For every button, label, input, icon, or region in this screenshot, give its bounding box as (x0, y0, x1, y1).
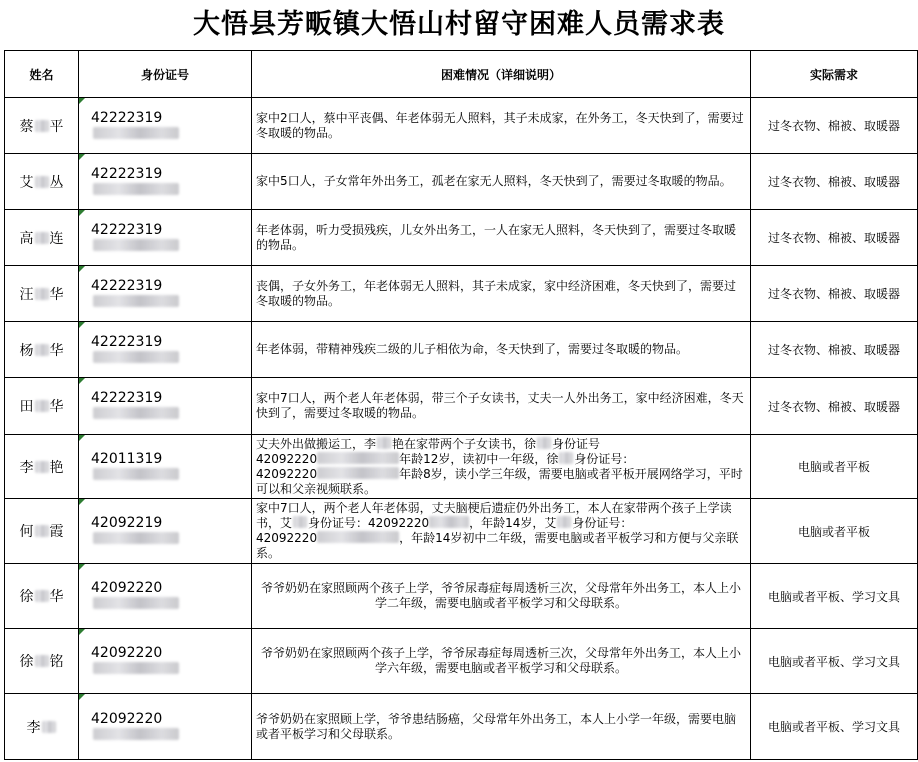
name-cell (5, 378, 79, 435)
redaction-blur (93, 532, 179, 544)
header-row (5, 51, 918, 98)
name-cell (5, 629, 79, 694)
name-first: 汪 (19, 286, 34, 303)
name-first: 徐 (19, 654, 34, 670)
id-cell (79, 154, 252, 210)
redaction-blur (35, 461, 49, 473)
name-last: 华 (49, 342, 64, 359)
name-first: 艾 (19, 174, 34, 191)
name-first: 田 (19, 399, 34, 415)
id-cell (79, 378, 252, 435)
redaction-blur (559, 452, 573, 464)
need-cell: 过冬衣物、棉被、取暖器 (751, 266, 918, 322)
name-cell (5, 322, 79, 378)
situation-cell: 爷爷奶奶在家照顾两个孩子上学，爷爷尿毒症每周透析三次，父母常年外出务工，本人上小学二年级，需要电脑或者平板学习和父母联系。 (252, 564, 751, 629)
redaction-blur (293, 516, 307, 528)
id-prefix: 42222319 (91, 221, 163, 238)
table-row (5, 378, 918, 435)
name-first: 蔡 (19, 118, 34, 135)
id-prefix: 42092220 (91, 645, 163, 661)
need-cell: 过冬衣物、棉被、取暖器 (751, 210, 918, 266)
header-situation: 困难情况（详细说明） (252, 51, 751, 98)
redaction-blur (317, 452, 399, 464)
situation-cell: 爷爷奶奶在家照顾上学，爷爷患结肠癌，父母常年外出务工，本人上小学一年级，需要电脑或者平板学习和父母联系。 (252, 694, 751, 760)
need-cell: 电脑或者平板、学习文具 (751, 629, 918, 694)
table-row (5, 98, 918, 154)
redaction-blur (93, 351, 179, 363)
name-cell (5, 694, 79, 760)
name-cell (5, 564, 79, 629)
redaction-blur (317, 467, 399, 479)
need-cell: 电脑或者平板、学习文具 (751, 564, 918, 629)
header-id: 身份证号 (79, 51, 252, 98)
redaction-blur (35, 232, 49, 244)
header-need: 实际需求 (751, 51, 918, 98)
name-last: 霞 (49, 524, 64, 540)
situation-cell: 丈夫外出做搬运工，李 艳在家带两个子女读书，徐 身份证号 42092220 年龄12岁，读初中一年级，徐 身份证号： 42092220 年龄8岁，读小学三年级，需要电脑或者平板开展网络学习，平时可以和父亲视频联系。 (252, 435, 751, 499)
redaction-blur (35, 400, 49, 412)
id-prefix: 42222319 (91, 165, 163, 182)
redaction-blur (93, 662, 179, 674)
need-cell: 过冬衣物、棉被、取暖器 (751, 154, 918, 210)
need-cell: 过冬衣物、棉被、取暖器 (751, 378, 918, 435)
need-cell: 电脑或者平板 (751, 435, 918, 499)
redaction-blur (93, 597, 179, 609)
situation-cell: 家中7口人，两个老人年老体弱，带三个子女读书，丈夫一人外出务工，家中经济困难，冬天快到了，需要过冬取暖的物品。 (252, 378, 751, 435)
name-first: 李 (19, 459, 34, 476)
table-row (5, 266, 918, 322)
name-last: 铭 (49, 654, 64, 670)
redaction-blur (93, 295, 179, 307)
name-first: 何 (19, 524, 34, 540)
name-first: 徐 (19, 589, 34, 605)
table-row (5, 629, 918, 694)
redaction-blur (35, 344, 49, 356)
redaction-blur (35, 655, 49, 667)
redaction-blur (93, 468, 179, 480)
need-cell: 电脑或者平板 (751, 499, 918, 564)
name-first: 杨 (19, 342, 34, 359)
redaction-blur (93, 239, 179, 251)
id-cell (79, 210, 252, 266)
id-cell (79, 694, 252, 760)
id-cell (79, 322, 252, 378)
name-last: 丛 (49, 174, 64, 191)
table-row (5, 499, 918, 564)
name-last: 华 (49, 589, 64, 605)
redaction-blur (429, 516, 469, 528)
situation-cell: 年老体弱，带精神残疾二级的儿子相依为命，冬天快到了，需要过冬取暖的物品。 (252, 322, 751, 378)
need-cell: 电脑或者平板、学习文具 (751, 694, 918, 760)
redaction-blur (317, 531, 399, 543)
redaction-blur (557, 516, 571, 528)
name-first: 李 (26, 719, 41, 736)
need-cell: 过冬衣物、棉被、取暖器 (751, 322, 918, 378)
id-prefix: 42092220 (91, 710, 163, 727)
id-cell (79, 629, 252, 694)
id-cell (79, 435, 252, 499)
redaction-blur (42, 721, 56, 733)
table-row (5, 154, 918, 210)
need-cell: 过冬衣物、棉被、取暖器 (751, 98, 918, 154)
redaction-blur (377, 437, 391, 449)
id-cell (79, 266, 252, 322)
situation-cell: 爷爷奶奶在家照顾两个孩子上学，爷爷尿毒症每周透析三次，父母常年外出务工，本人上小学六年级，需要电脑或者平板学习和父母联系。 (252, 629, 751, 694)
table-row (5, 435, 918, 499)
name-first: 高 (19, 230, 34, 247)
redaction-blur (35, 120, 49, 132)
name-last: 平 (49, 118, 64, 135)
redaction-blur (35, 176, 49, 188)
redaction-blur (537, 437, 551, 449)
redaction-blur (93, 183, 179, 195)
id-prefix: 42092219 (91, 515, 163, 531)
redaction-blur (93, 127, 179, 139)
name-last: 华 (49, 286, 64, 303)
situation-cell: 家中7口人，两个老人年老体弱，丈夫脑梗后遗症仍外出务工，本人在家带两个孩子上学读书，艾 身份证号：42092220 ，年龄14岁，艾 身份证号： 42092220 ，年龄14岁初中二年级，需要电脑或者平板学习和方便与父亲联系。 (252, 499, 751, 564)
name-cell (5, 499, 79, 564)
table-row (5, 564, 918, 629)
id-prefix: 42222319 (91, 277, 163, 294)
redaction-blur (35, 590, 49, 602)
page-title: 大悟县芳畈镇大悟山村留守困难人员需求表 (193, 9, 725, 40)
name-last: 艳 (49, 459, 64, 476)
id-prefix: 42222319 (91, 333, 163, 350)
table-row (5, 210, 918, 266)
id-prefix: 42011319 (91, 450, 163, 467)
name-cell (5, 98, 79, 154)
redaction-blur (93, 728, 179, 740)
situation-cell: 丧偶，子女外务工，年老体弱无人照料，其子未成家，家中经济困难，冬天快到了，需要过冬取暖的物品。 (252, 266, 751, 322)
name-last: 连 (49, 230, 64, 247)
id-prefix: 42222319 (91, 109, 163, 126)
situation-cell: 家中2口人，蔡中平丧偶、年老体弱无人照料，其子未成家，在外务工，冬天快到了，需要过冬取暖的物品。 (252, 98, 751, 154)
redaction-blur (93, 407, 179, 419)
needs-table (4, 50, 918, 760)
name-last: 华 (49, 399, 64, 415)
situation-cell: 家中5口人，子女常年外出务工，孤老在家无人照料，冬天快到了，需要过冬取暖的物品。 (252, 154, 751, 210)
id-prefix: 42222319 (91, 390, 163, 406)
table-row (5, 694, 918, 760)
name-cell (5, 435, 79, 499)
redaction-blur (35, 525, 49, 537)
id-cell (79, 499, 252, 564)
header-name: 姓名 (5, 51, 79, 98)
redaction-blur (35, 288, 49, 300)
name-cell (5, 154, 79, 210)
table-row (5, 322, 918, 378)
id-prefix: 42092220 (91, 580, 163, 596)
id-cell (79, 564, 252, 629)
name-cell (5, 210, 79, 266)
id-cell (79, 98, 252, 154)
name-cell (5, 266, 79, 322)
situation-cell: 年老体弱，听力受损残疾，儿女外出务工，一人在家无人照料，冬天快到了，需要过冬取暖的物品。 (252, 210, 751, 266)
